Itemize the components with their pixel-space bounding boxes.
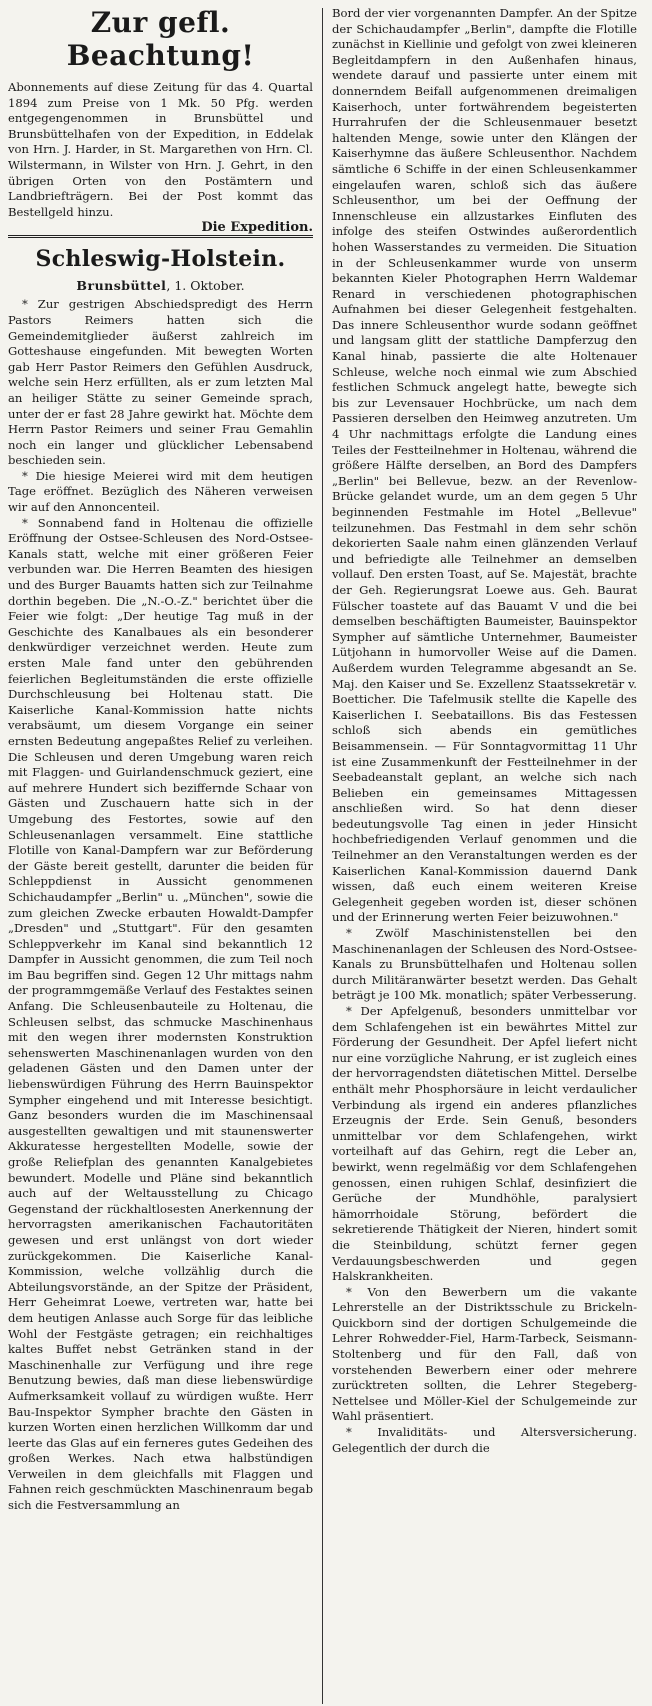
article-invalidity-insurance: * Invaliditäts- und Altersversicherung. Gelegentlich der durch die [332,1425,637,1455]
article-farewell-sermon: * Zur gestrigen Abschiedspredigt des Herrn Pastors Reimers hatten sich die Gemeindemitglieder äußerst zahlreich im Gotteshause eingefunden. Mit bewegten Worten gab Herr Pastor Reimers den Gefühlen Ausdruck, welche sein Herz erfüllten, als er zum letzten Mal an heiliger Stätte zu seiner Gemeinde sprach, unter der er fast 28 Jahre gewirkt hat. Möchte dem Herrn Pastor Reimers und seiner Frau Gemahlin noch ein langer und glücklicher Lebensabend beschieden sein. [8,297,313,468]
notice-signature: Die Expedition. [201,220,313,236]
section-title: Schleswig-Holstein. [35,246,286,273]
article-apple-health: * Der Apfelgenuß, besonders unmittelbar vor dem Schlafengehen ist ein bewährtes Mittel zur Förderung der Gesundheit. Der Apfel liefert nicht nur eine vorzügliche Nahrung, er ist zugleich eines der hervorragendsten diätetischen Mittel. Derselbe enthält mehr Phosphorsäure in leicht verdaulicher Verbindung als irgend ein anderes pflanzliches Erzeugnis der Erde. Sein Genuß, besonders unmittelbar vor dem Schlafengehen, wirkt vorteilhaft auf das Gehirn, regt die Leber an, bewirkt, wenn regelmäßig vor dem Schlafengehen genossen, einen ruhigen Schlaf, desinfiziert die Gerüche der Mundhöhle, paralysiert hämorrhoidale Störung, befördert die sekretierende Thätigkeit der Nieren, hindert somit die Steinbildung, schützt ferner gegen Verdauungsbeschwerden und gegen Halskrankheiten. [332,1004,637,1284]
notice-divider [8,235,313,238]
article-holtenau-locks: * Sonnabend fand in Holtenau die offizielle Eröffnung der Ostsee-Schleusen des Nord-Ostsee-Kanals statt, welche mit einer größeren Feier verbunden war. Die Herren Beamten des hiesigen und des Burger Bauamts hatten sich zur Teilnahme dorthin begeben. Die „N.-O.-Z." berichtet über die Feier wie folgt: „Der heutige Tag muß in der Geschichte des Kanalbaues als ein besonderer denkwürdiger verzeichnet werden. Heute zum ersten Male fand unter den gebührenden feierlichen Begleitumständen die erste offizielle Durchschleusung bei Holtenau statt. Die Kaiserliche Kanal-Kommission hatte nichts verabsäumt, um diesem Vorgange ein seiner ernsten Bedeutung angepaßtes Relief zu verleihen. Die Schleusen und deren Umgebung waren reich mit Flaggen- und Guirlandenschmuck geziert, eine auf mehrere Hundert sich beziffernde Schaar von Gästen und Zuschauern hatte sich in der Umgebung des Festortes, sowie auf den Schleusenanlagen versammelt. Eine stattliche Flotille von Kanal-Dampfern war zur Beförderung der Gäste bereit gestellt, darunter die beiden für Schleppdienst in Aussicht genommenen Schichaudampfer „Berlin" u. „München", sowie die zum gleichen Zwecke erbauten Howaldt-Dampfer „Dresden" und „Stuttgart". Für den gesamten Schleppverkehr im Kanal sind bekanntlich 12 Dampfer in Aussicht genommen, die zum Teil noch im Bau begriffen sind. Gegen 12 Uhr mittags nahm der programmgemäße Verlauf des Festaktes seinen Anfang. Die Schleusenbauteile zu Holtenau, die Schleusen selbst, das schmucke Maschinenhaus mit den wegen ihrer modernsten Konstruktion sehenswerten Maschinenanlagen wurden von den geladenen Gästen und den Damen unter der liebenswürdigen Führung des Herrn Bauinspektor Sympher eingehend und mit Interesse besichtigt. Ganz besonders wurden die im Maschinensaal ausgestellten gewaltigen und mit staunenswerter Akkuratesse hergestellten Modelle, sowie der große Reliefplan des genannten Kanalgebietes bewundert. Modelle und Pläne sind bekanntlich auch auf der Weltausstellung zu Chicago Gegenstand der rückhaltlosesten Anerkennung der hervorragsten amerikanischen Fachautoritäten gewesen und erst unlängst von dort wieder zurückgekommen. Die Kaiserliche Kanal-Kommission, welche vollzählig durch die Abteilungsvorstände, an der Spitze der Präsident, Herr Geheimrat Loewe, vertreten war, hatte bei dem heutigen Anlasse auch Sorge für das leibliche Wohl der Festgäste getragen; ein reichhaltiges kaltes Buffet nebst Getränken stand in der Maschinenhalle zur Verfügung und ihre rege Benutzung bewies, daß man diese liebenswürdige Aufmerksamkeit vollauf zu würdigen wußte. Herr Bau-Inspektor Sympher brachte den Gästen in kurzen Worten einen herzlichen Willkomm dar und leerte das Glas auf ein ferneres gutes Gedeihen des großen Werkes. Nach etwa halbstündigen Verweilen in dem gleichfalls mit Flaggen und Fahnen reich geschmückten Maschinenraum begab sich die Festversammlung an [8,515,313,1513]
dateline-place: Brunsbüttel [76,278,167,294]
article-machinist-positions: * Zwölf Maschinistenstellen bei den Maschinenanlagen der Schleusen des Nord-Ostsee-Kanals zu Brunsbüttelhafen und Holtenau sollen durch Militäranwärter besetzt werden. Das Gehalt beträgt je 100 Mk. monatlich; später Verbesserung. [332,926,637,1003]
notice-title: Zur gefl. Beachtung! [66,6,255,72]
notice-body: Abonnements auf diese Zeitung für das 4. Quartal 1894 zum Preise von 1 Mk. 50 Pfg. werden entgegengenommen in Brunsbüttel und Brunsbüttelhafen von der Expedition, in Eddelak von Hrn. J. Harder, in St. Margarethen von Hrn. Cl. Wilstermann, in Wilster von Hrn. J. Gehrt, in den übrigen Orten von den Postämtern und Landbriefträgern. Bei der Post kommt das Bestellgeld hinzu. [8,80,313,219]
article-dairy-opening: * Die hiesige Meierei wird mit dem heutigen Tage eröffnet. Bezüglich des Näheren verweisen wir auf den Annoncenteil. [8,468,313,515]
dateline-date: , 1. Oktober. [166,278,245,294]
right-column [323,6,637,1706]
article-holtenau-locks-continued: Bord der vier vorgenannten Dampfer. An der Spitze der Schichaudampfer „Berlin", dampfte die Flotille zunächst in Kiellinie und gefolgt von zwei kleineren Begleitdampfern in den Außenhafen hinaus, wendete darauf und passierte unter einem mit donnerndem Beifall aufgenommenen dreimaligen Kaiserhoch, unter fortwährendem begeisterten Hurrahrufen der die Schleusenmauer besetzt haltenden Menge, sowie unter den Klängen der Kaiserhymne das äußere Schleusenthor. Nachdem sämtliche 6 Schiffe in der einen Schleusenkammer eingelaufen waren, schloß sich das äußere Schleusenthor, um bei der Oeffnung der Innenschleuse ein allzustarkes Einfluten des infolge des steifen Ostwindes außerordentlich hohen Wasserstandes zu vermeiden. Die Situation in der Schleusenkammer wurde von unserm bekannten Kieler Photographen Herrn Waldemar Renard in verschiedenen photographischen Aufnahmen bei dieser Gelegenheit festgehalten. Das innere Schleusenthor wurde sodann geöffnet und langsam glitt der stattliche Dampferzug den Kanal hinab, passierte die alte Holtenauer Schleuse, welche noch einmal wie zum Abschied festlichen Schmuck angelegt hatte, bewegte sich bis zur Levensauer Hochbrücke, um nach dem Passieren derselben den Heimweg anzutreten. Um 4 Uhr nachmittags erfolgte die Landung eines Teiles der Festteilnehmer in Holtenau, während die größere Hälfte derselben, an Bord des Dampfers „Berlin" bei Bellevue, bezw. an der Revenlow-Brücke gelandet wurde, um an dem gegen 5 Uhr beginnenden Festmahle im Hotel „Bellevue" teilzunehmen. Das Festmahl in dem sehr schön dekorierten Saale nahm einen glänzenden Verlauf und befriedigte alle Teilnehmer an demselben vollauf. Den ersten Toast, auf Se. Majestät, brachte der Geh. Regierungsrat Loewe aus. Geh. Baurat Fülscher toastete auf das Bauamt V und die bei demselben beschäftigten Baumeister, Bauinspektor Sympher auf sämtliche Unternehmer, Baumeister Lütjohann in humorvoller Weise auf die Damen. Außerdem wurden Telegramme abgesandt an Se. Maj. den Kaiser und Se. Exzellenz Staatssekretär v. Boetticher. Die Tafelmusik stellte die Kapelle des Kaiserlichen I. Seebataillons. Bis das Festessen schloß sich abends ein gemütliches Beisammensein. — Für Sonntagvormittag 11 Uhr ist eine Zusammenkunft der Festteilnehmer in der Seebadeanstalt geplant, an welche sich nach Belieben ein gemeinsames Mittagessen anschließen wird. So hat denn dieser bedeutungsvolle Tag einen in jeder Hinsicht hochbefriedigenden Verlauf genommen und die Teilnehmer an den Veranstaltungen werden es der Kaiserlichen Kanal-Kommission dauernd Dank wissen, daß euch einem weiteren Kreise Gelegenheit gegeben worden ist, dieser schönen und der Erinnerung werten Feier beizuwohnen." [332,6,637,925]
article-teacher-applicants: * Von den Bewerbern um die vakante Lehrerstelle an der Distriktsschule zu Brickeln-Quickborn sind der dortigen Schulgemeinde die Lehrer Rohwedder-Fiel, Harm-Tarbeck, Seismann-Stoltenberg und für den Fall, daß von vorstehenden Bewerbern einer oder mehrere zurücktreten sollten, die Lehrer Stegeberg-Nettelsee und Möller-Kiel der Schulgemeinde zur Wahl präsentiert. [332,1284,637,1424]
dateline [8,278,313,293]
left-column [8,6,322,1706]
